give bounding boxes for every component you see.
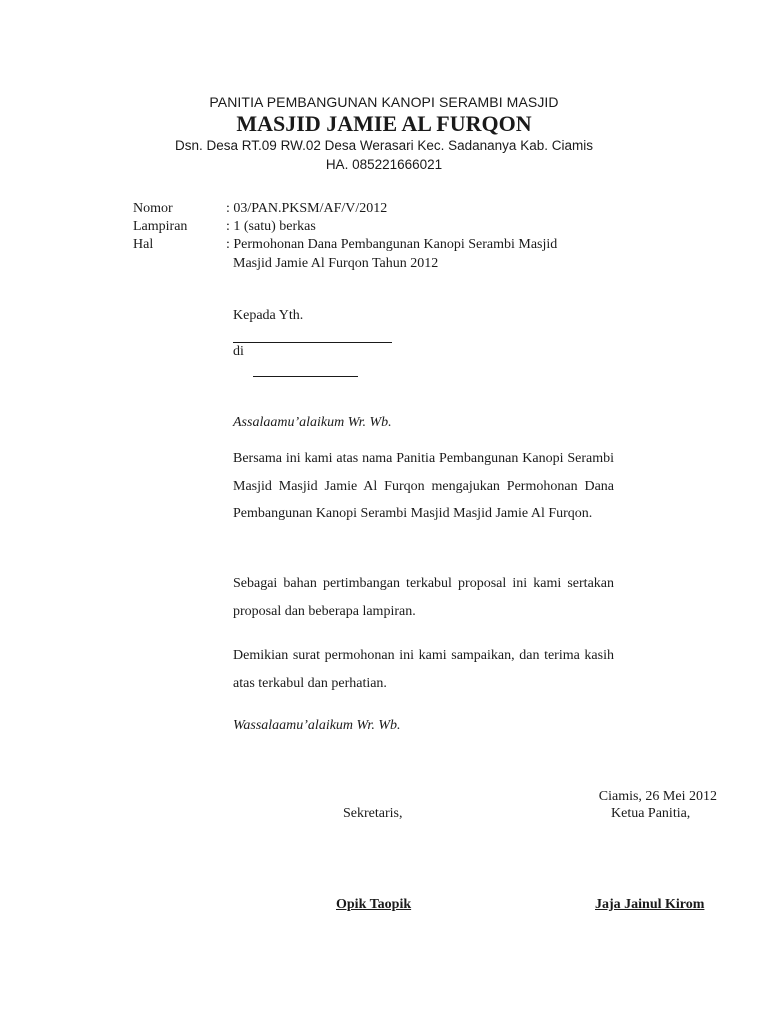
chair-name: Jaja Jainul Kirom <box>595 897 705 912</box>
letterhead-mosque-name: MASJID JAMIE AL FURQON <box>236 111 532 136</box>
hal-label: Hal <box>133 237 154 252</box>
nomor-value: : 03/PAN.PKSM/AF/V/2012 <box>226 201 388 216</box>
letterhead-address: Dsn. Desa RT.09 RW.02 Desa Werasari Kec. Sadananya Kab. Ciamis <box>175 138 593 153</box>
lampiran-label: Lampiran <box>133 219 188 234</box>
letterhead-phone: HA. 085221666021 <box>325 157 443 172</box>
chair-title: Ketua Panitia, <box>611 806 691 821</box>
letterhead-organization: PANITIA PEMBANGUNAN KANOPI SERAMBI MASJID <box>209 94 559 110</box>
body-paragraph-3: Demikian surat permohonan ini kami sampaikan, dan terima kasih atas terkabul dan perhatian. <box>233 648 614 691</box>
hal-value-line2: Masjid Jamie Al Furqon Tahun 2012 <box>233 256 439 271</box>
body-paragraph-2: Sebagai bahan pertimbangan terkabul proposal ini kami sertakan proposal dan beberapa lampiran. <box>233 576 614 619</box>
place-date: Ciamis, 26 Mei 2012 <box>598 789 717 804</box>
opening-salutation: Assalaamu’alaikum Wr. Wb. <box>233 415 392 430</box>
recipient-name-blank-line <box>233 342 392 343</box>
lampiran-value: : 1 (satu) berkas <box>226 219 316 234</box>
closing-salutation: Wassalaamu’alaikum Wr. Wb. <box>233 718 401 733</box>
hal-value-line1: : Permohonan Dana Pembangunan Kanopi Serambi Masjid <box>226 237 558 252</box>
nomor-label: Nomor <box>133 201 173 216</box>
recipient-greeting: Kepada Yth. <box>233 308 304 323</box>
recipient-di: di <box>233 344 244 359</box>
recipient-place-blank-line <box>253 376 358 377</box>
secretary-name: Opik Taopik <box>336 897 412 912</box>
secretary-title: Sekretaris, <box>343 806 403 821</box>
body-paragraph-1: Bersama ini kami atas nama Panitia Pembangunan Kanopi Serambi Masjid Masjid Jamie Al Furqon mengajukan Permohonan Dana Pembangunan Kanopi Serambi Masjid Masjid Jamie Al Furqon. <box>233 451 614 521</box>
